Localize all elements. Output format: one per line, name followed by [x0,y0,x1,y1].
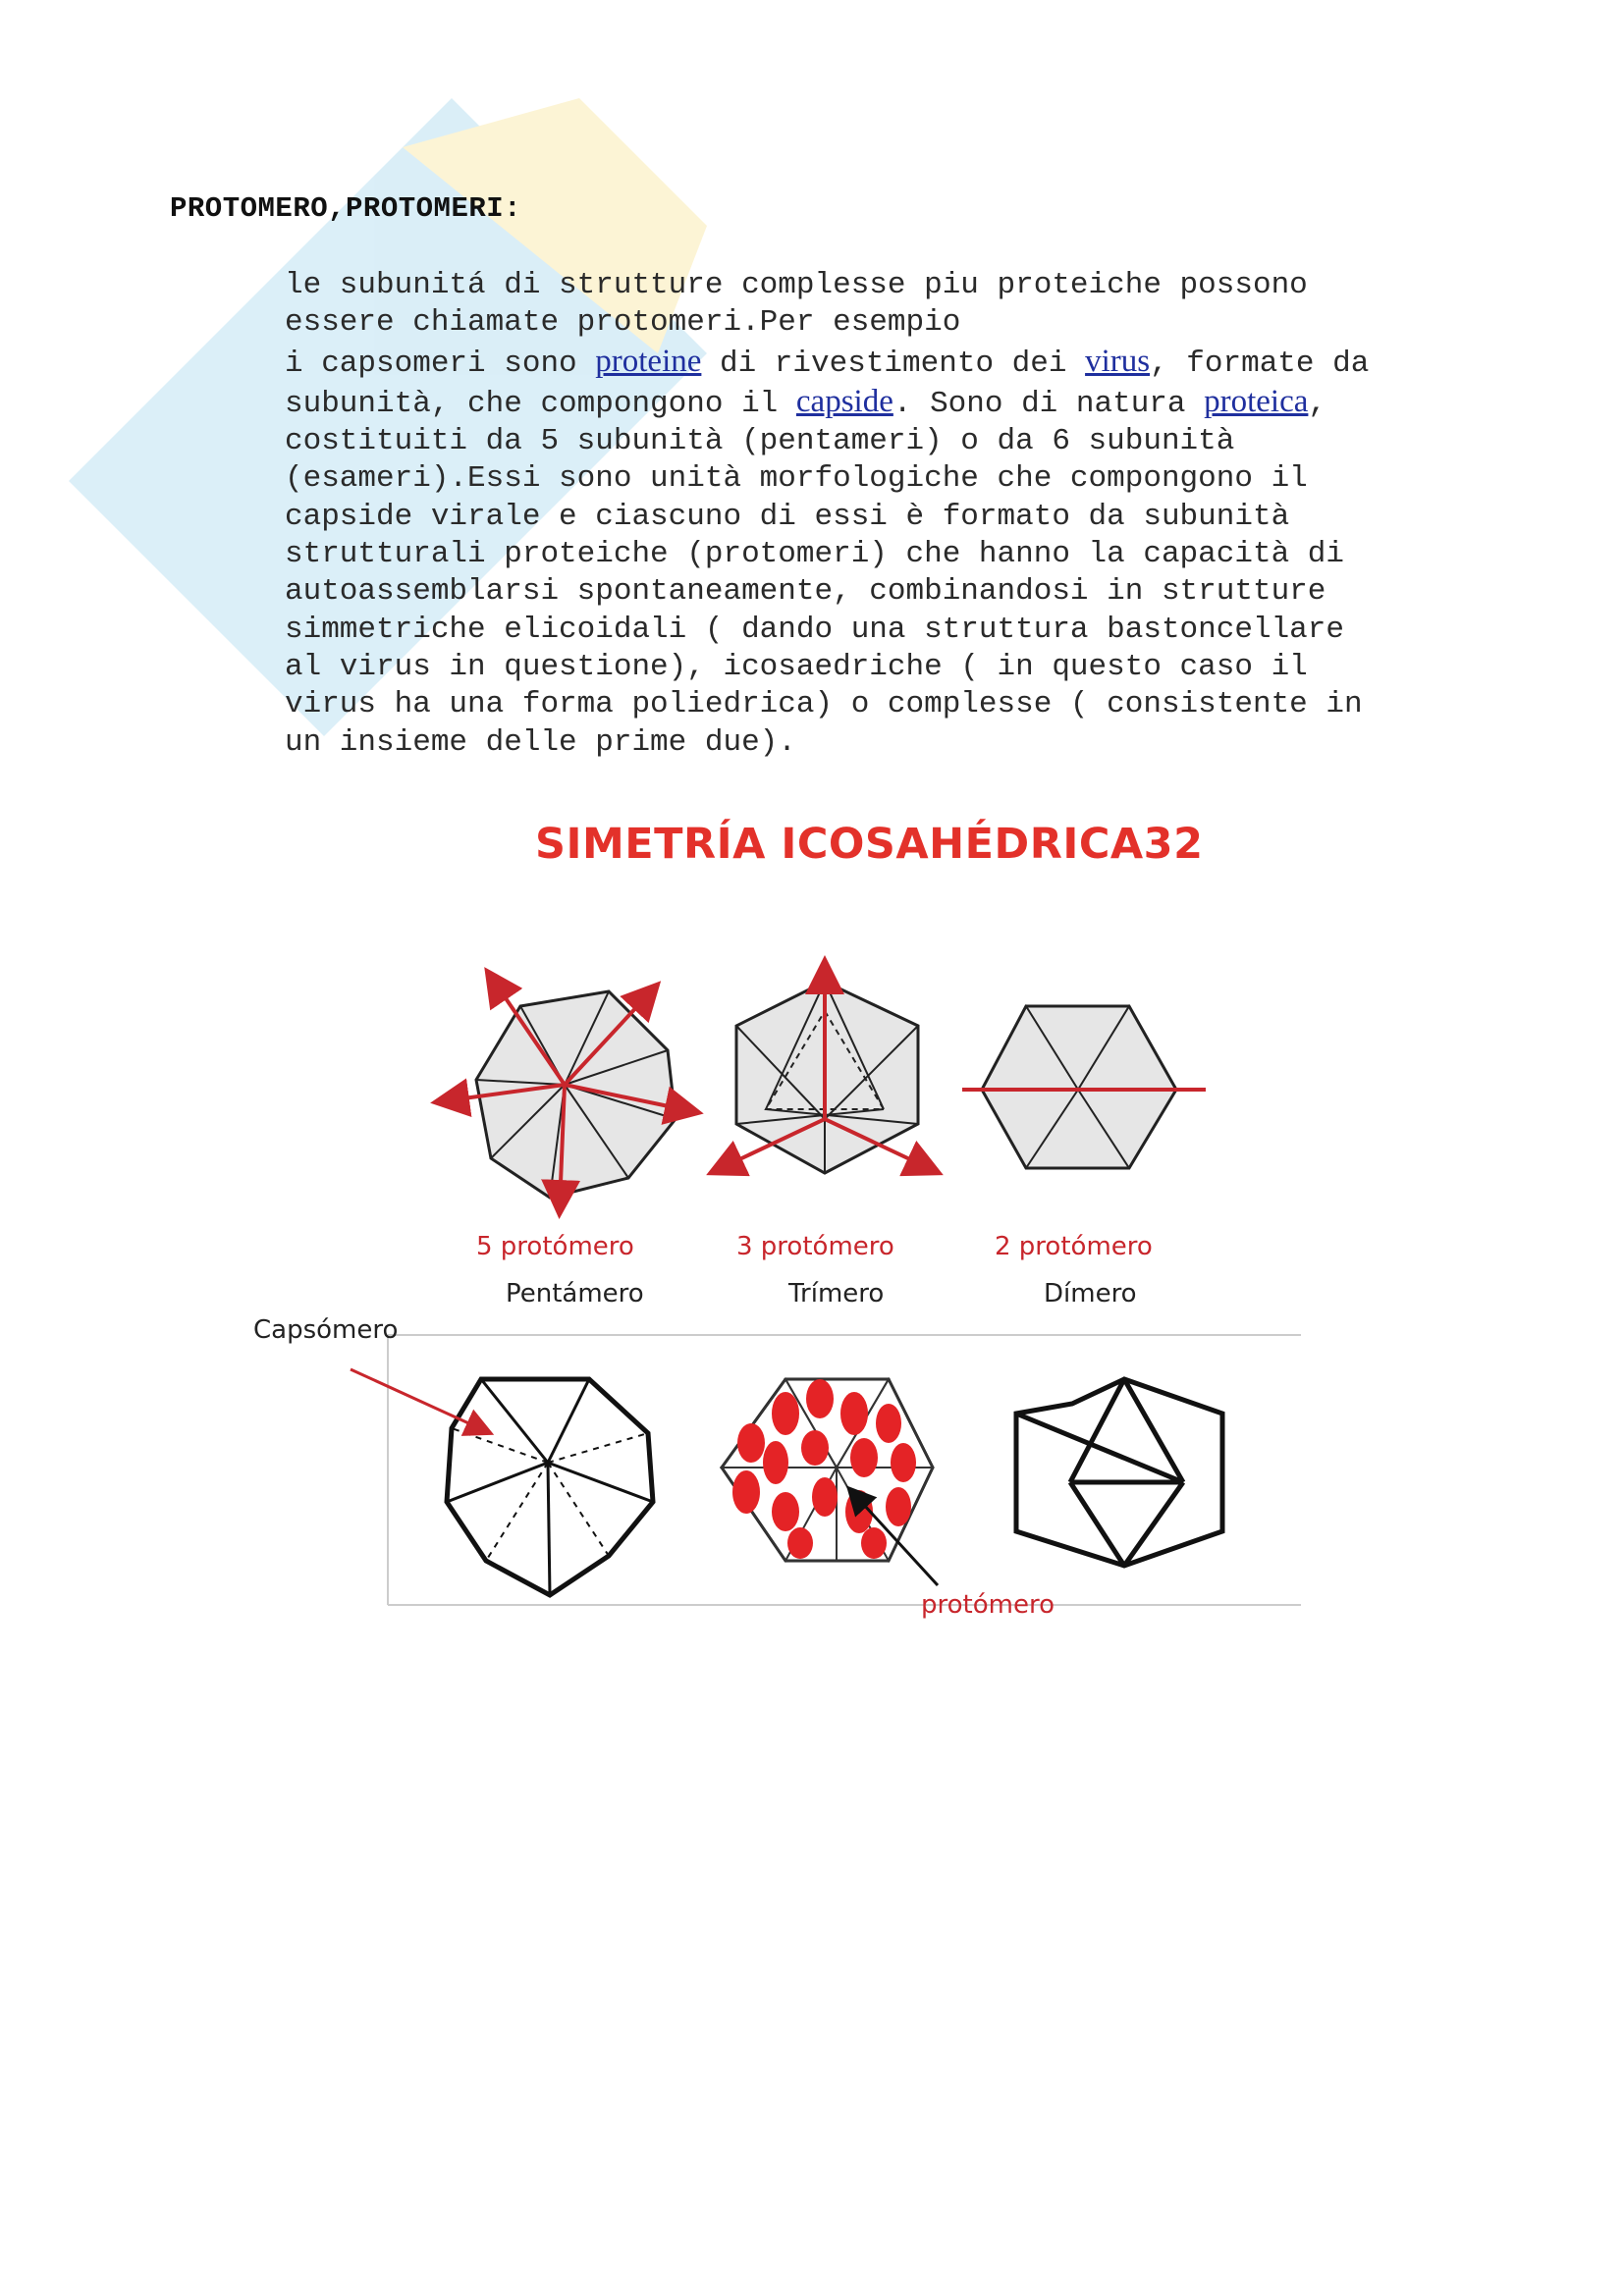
text-segment: i capsomeri sono [285,346,577,381]
text-segment: di rivestimento dei [720,346,1067,381]
page-heading: PROTOMERO,PROTOMERI: [170,192,522,225]
link-proteica[interactable]: proteica [1204,383,1309,419]
caption-dimero: Dímero [1044,1279,1137,1308]
paragraph-line: (esameri).Essi sono unità morfologiche che compongono il [285,461,1308,497]
paragraph-line: capside virale e ciascuno di essi è formato da subunità [285,499,1290,534]
paragraph-line: autoassemblarsi spontaneamente, combinandosi in strutture [285,574,1326,610]
paragraph-line: simmetriche elicoidali ( dando una struttura bastoncellare [285,612,1344,647]
link-capside[interactable]: capside [795,383,893,419]
figure-title: SIMETRÍA ICOSAHÉDRICA32 [535,820,1204,869]
caption-trimero: Trímero [788,1279,885,1308]
paragraph-line: costituiti da 5 subunità (pentameri) o da 6 subunità [285,424,1235,459]
caption-2-protomero: 2 protómero [995,1232,1153,1261]
paragraph-line: strutturali proteiche (protomeri) che hanno la capacità di [285,537,1344,572]
protomer-icosahedron [722,1379,933,1561]
paragraph-line: al virus in questione), icosaedriche ( in questo caso il [285,649,1308,684]
text-segment: subunità, che compongono il [285,386,779,421]
link-virus[interactable]: virus [1085,343,1151,379]
dimer-icosahedron [982,1006,1176,1168]
capsomer-polyhedron [447,1379,653,1595]
text-segment: , [1308,386,1327,421]
text-segment: , formate da [1150,346,1370,381]
paragraph-line: essere chiamate protomeri.Per esempio [285,305,961,341]
text-segment: . Sono di natura [893,386,1186,421]
caption-3-protomero: 3 protómero [736,1232,894,1261]
label-capsomero: Capsómero [253,1315,399,1345]
label-protomero: protómero [921,1590,1055,1620]
paragraph-line: le subunitá di strutture complesse piu proteiche possono [285,268,1308,302]
dimer-outline [1016,1379,1222,1566]
paragraph-line: un insieme delle prime due). [285,724,796,760]
caption-pentamero: Pentámero [506,1279,644,1308]
link-proteine[interactable]: proteine [595,343,702,379]
paragraph-line: virus ha una forma poliedrica) o complesse ( consistente in [285,687,1363,722]
caption-5-protomero: 5 protómero [476,1232,634,1261]
trimer-icosahedron [736,982,918,1173]
